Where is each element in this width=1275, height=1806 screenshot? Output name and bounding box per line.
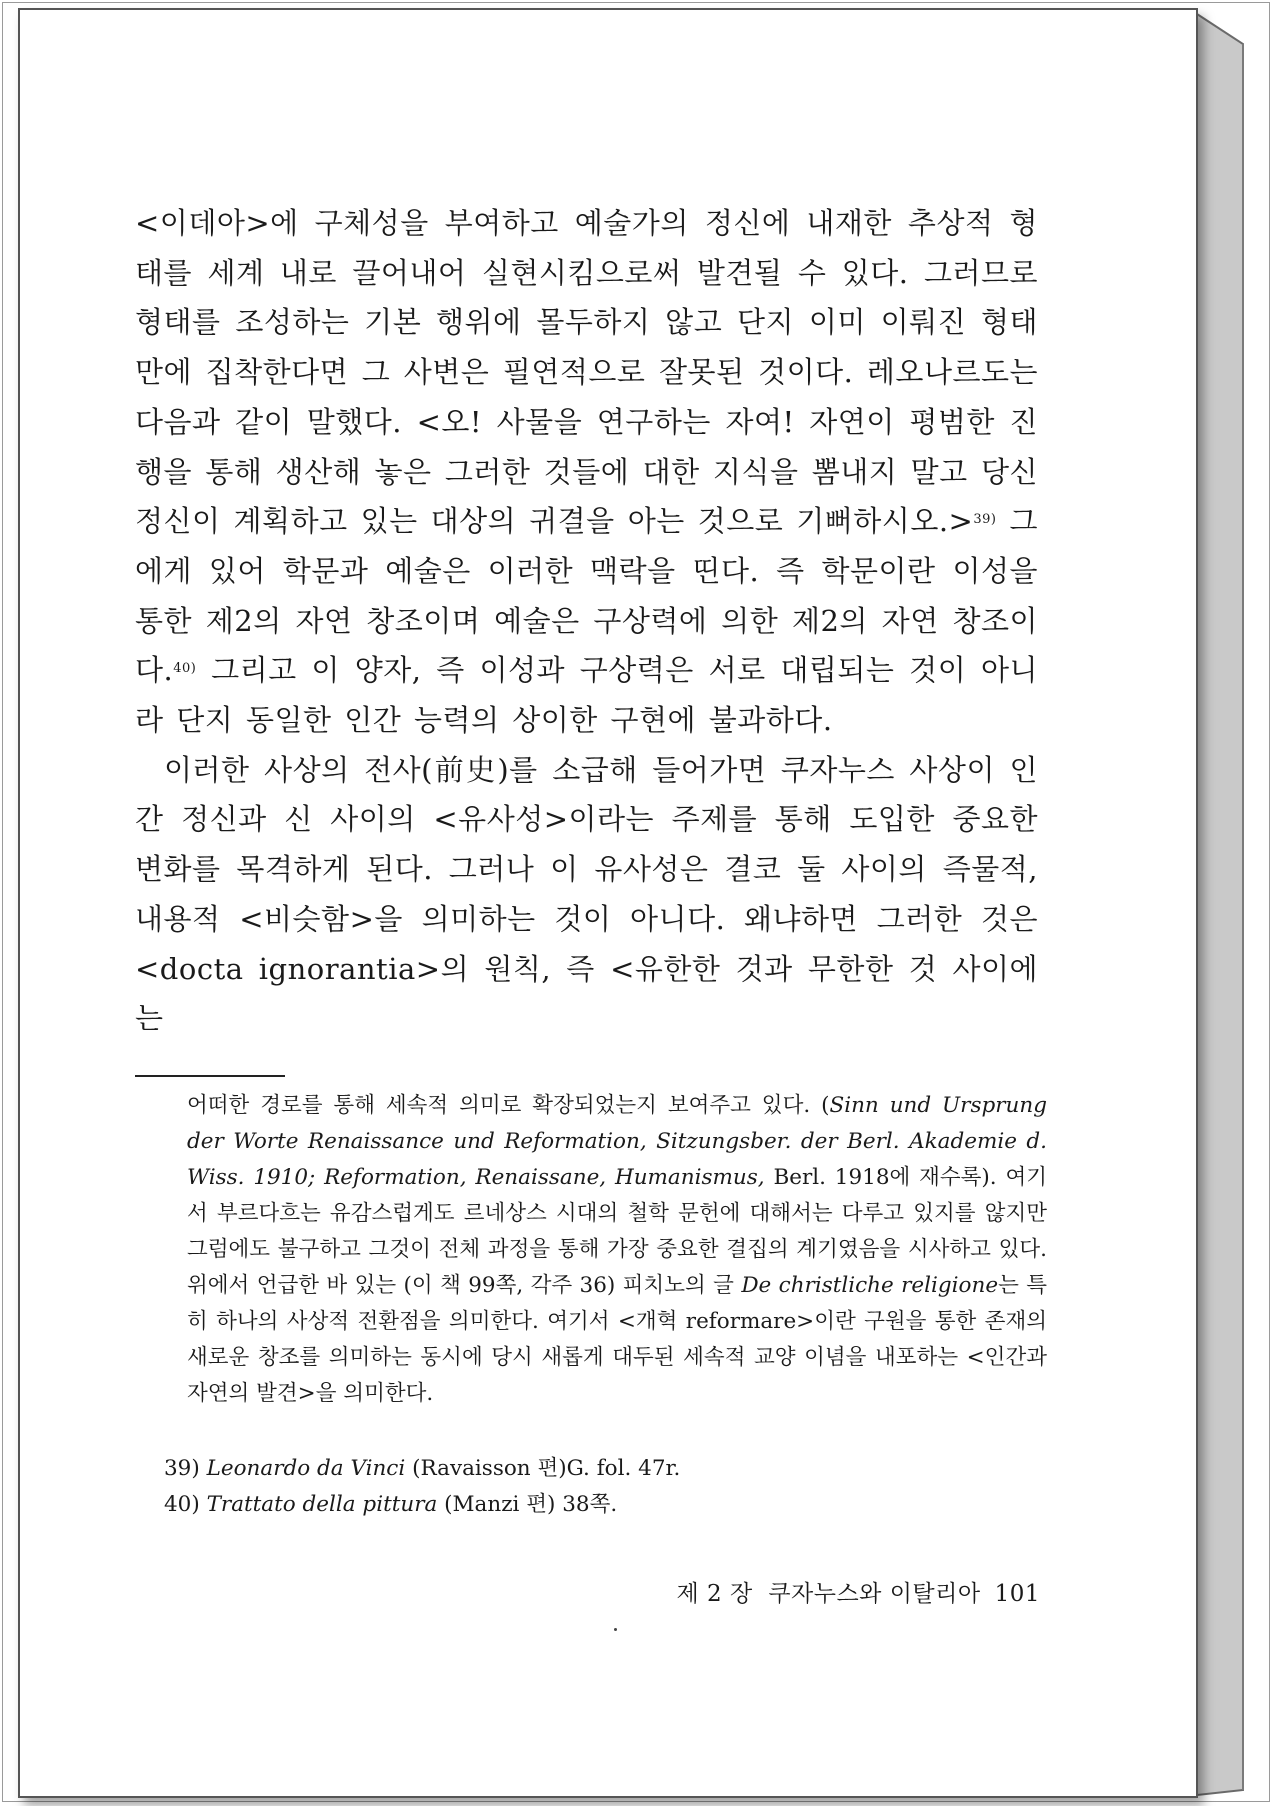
footnote-text: 어떠한 경로를 통해 세속적 의미로 확장되었는지 보여주고 있다. (Sinn und Ursprung der Worte Renaissance und Reformation, Sitzungsber. der Berl. Akademie d. Wiss. 1910; Reformation, Renaissane, Humanismus, Berl. 1918에 재수록). 여기서 부르다흐는 유감스럽게도 르네상스 시대의 철학 문헌에 대해서는 다루고 있지를 않지만 그럼에도 불구하고 그것이 전체 과정을 통해 가장 중요한 결집의 계기였음을 시사하고 있다. 위에서 언급한 바 있는 (이 책 99쪽, 각주 36) 피치노의 글 De christliche religione는 특히 하나의 사상적 전환점을 의미한다. 여기서 <개혁 reformare>이란 구원을 통한 존재의 새로운 창조를 의미하는 동시에 당시 새롭게 대두된 세속적 교양 이념을 내포하는 <인간과 자연의 발견>을 의미한다.	[187, 1093, 1048, 1406]
paragraph-1: <이데아>에 구체성을 부여하고 예술가의 정신에 내재한 추상적 형태를 세계 내로 끌어내어 실현시킴으로써 발견될 수 있다. 그러므로 형태를 조성하는 기본 행위에 몰두하지 않고 단지 이미 이뤄진 형태만에 집착한다면 그 사변은 필연적으로 잘못된 것이다. 레오나르도는 다음과 같이 말했다. <오! 사물을 연구하는 자여! 자연이 평범한 진행을 통해 생산해 놓은 그러한 것들에 대한 지식을 뽐내지 말고 당신 정신이 계획하고 있는 대상의 귀결을 아는 것으로 기뻐하시오.>$^{39)}$ 그에게 있어 학문과 예술은 이러한 맥락을 띤다. 즉 학문이란 이성을 통한 제2의 자연 창조이며 예술은 구상력에 의한 제2의 자연 창조이다.$^{40)}$ 그리고 이 양자, 즉 이성과 구상력은 서로 대립되는 것이 아니라 단지 동일한 인간 능력의 상이한 구현에 불과하다.	[135, 206, 1038, 738]
footnote-continuation	[187, 1088, 1047, 1412]
chapter-title: 제 2 장 쿠자누스와 이탈리아	[676, 1581, 981, 1607]
main-text	[135, 199, 1038, 1044]
footnote-ref-40: 40)	[173, 661, 197, 677]
footnote-39: 39) Leonardo da Vinci (Ravaisson 편)G. fol. 47r.	[164, 1456, 681, 1481]
book-spine-edge	[1197, 0, 1275, 1806]
footnote-references	[164, 1451, 1044, 1523]
page-number: 101	[994, 1581, 1040, 1607]
print-speck	[614, 1628, 617, 1631]
paragraph-2: 이러한 사상의 전사(前史)를 소급해 들어가면 쿠자누스 사상이 인간 정신과 신 사이의 <유사성>이라는 주제를 통해 도입한 중요한 변화를 목격하게 된다. 그러나 이 유사성은 결코 둘 사이의 즉물적, 내용적 <비슷함>을 의미하는 것이 아니다. 왜냐하면 그러한 것은 <docta ignorantia>의 원칙, 즉 <유한한 것과 무한한 것 사이에는	[135, 752, 1038, 1036]
footnote-divider	[135, 1075, 285, 1077]
running-footer	[560, 1575, 1040, 1608]
footnote-40: 40) Trattato della pittura (Manzi 편) 38쪽.	[164, 1492, 618, 1517]
footnote-ref-39: 39)	[973, 512, 997, 528]
